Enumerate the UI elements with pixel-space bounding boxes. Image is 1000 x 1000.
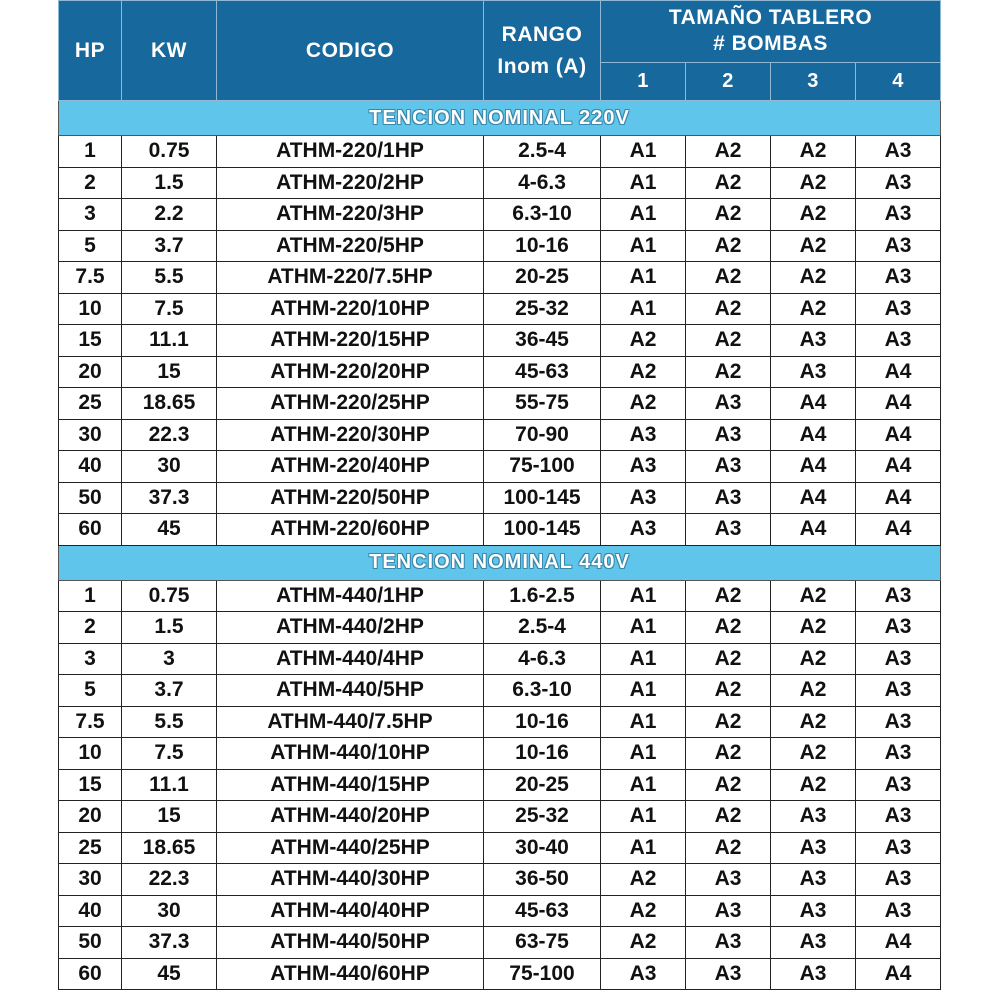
- kw-cell: 11.1: [122, 769, 217, 801]
- size-cell-1: A3: [601, 482, 686, 514]
- table-header: [59, 1, 941, 101]
- size-cell-2: A3: [686, 419, 771, 451]
- range-cell: 70-90: [484, 419, 601, 451]
- size-cell-1: A1: [601, 136, 686, 168]
- range-cell: 10-16: [484, 738, 601, 770]
- code-cell: ATHM-440/50HP: [217, 927, 484, 959]
- range-cell: 2.5-4: [484, 612, 601, 644]
- size-cell-1: A1: [601, 706, 686, 738]
- kw-cell: 1.5: [122, 167, 217, 199]
- size-cell-1: A1: [601, 801, 686, 833]
- size-cell-2: A3: [686, 958, 771, 990]
- size-cell-2: A2: [686, 199, 771, 231]
- size-cell-3: A2: [771, 612, 856, 644]
- size-cell-4: A3: [856, 864, 941, 896]
- code-cell: ATHM-220/3HP: [217, 199, 484, 231]
- size-cell-3: A2: [771, 675, 856, 707]
- size-cell-2: A2: [686, 738, 771, 770]
- header-tamano-line2: # BOMBAS: [713, 32, 828, 56]
- code-cell: ATHM-440/2HP: [217, 612, 484, 644]
- size-cell-4: A3: [856, 706, 941, 738]
- table-row: [59, 864, 941, 896]
- size-cell-4: A3: [856, 136, 941, 168]
- table-row: [59, 927, 941, 959]
- size-cell-3: A2: [771, 769, 856, 801]
- kw-cell: 7.5: [122, 738, 217, 770]
- section-title: TENCION NOMINAL 440V: [59, 545, 941, 580]
- size-cell-4: A3: [856, 580, 941, 612]
- table-row: [59, 419, 941, 451]
- kw-cell: 18.65: [122, 388, 217, 420]
- size-cell-1: A1: [601, 769, 686, 801]
- size-cell-1: A2: [601, 927, 686, 959]
- header-codigo: CODIGO: [217, 1, 484, 101]
- table-row: [59, 451, 941, 483]
- code-cell: ATHM-440/25HP: [217, 832, 484, 864]
- table-row: [59, 199, 941, 231]
- range-cell: 100-145: [484, 514, 601, 546]
- hp-cell: 1: [59, 136, 122, 168]
- size-cell-3: A2: [771, 580, 856, 612]
- table-row: [59, 230, 941, 262]
- header-bombas-4: 4: [856, 62, 941, 100]
- spec-table: [58, 0, 941, 990]
- size-cell-4: A4: [856, 451, 941, 483]
- size-cell-2: A2: [686, 356, 771, 388]
- kw-cell: 1.5: [122, 612, 217, 644]
- size-cell-3: A2: [771, 136, 856, 168]
- hp-cell: 2: [59, 612, 122, 644]
- hp-cell: 5: [59, 230, 122, 262]
- size-cell-4: A4: [856, 482, 941, 514]
- table-row: [59, 895, 941, 927]
- hp-cell: 7.5: [59, 262, 122, 294]
- size-cell-3: A4: [771, 419, 856, 451]
- size-cell-4: A4: [856, 514, 941, 546]
- code-cell: ATHM-220/50HP: [217, 482, 484, 514]
- size-cell-4: A3: [856, 230, 941, 262]
- table-row: [59, 482, 941, 514]
- kw-cell: 22.3: [122, 864, 217, 896]
- size-cell-3: A4: [771, 482, 856, 514]
- hp-cell: 1: [59, 580, 122, 612]
- table-row: [59, 325, 941, 357]
- kw-cell: 0.75: [122, 580, 217, 612]
- size-cell-2: A2: [686, 675, 771, 707]
- hp-cell: 40: [59, 895, 122, 927]
- size-cell-2: A2: [686, 801, 771, 833]
- header-bombas-1: 1: [601, 62, 686, 100]
- range-cell: 6.3-10: [484, 199, 601, 231]
- code-cell: ATHM-220/2HP: [217, 167, 484, 199]
- table-row: [59, 293, 941, 325]
- size-cell-1: A2: [601, 864, 686, 896]
- header-hp: HP: [59, 1, 122, 101]
- size-cell-4: A3: [856, 769, 941, 801]
- size-cell-2: A2: [686, 706, 771, 738]
- table-row: [59, 738, 941, 770]
- section-header-row: [59, 101, 941, 136]
- size-cell-3: A2: [771, 230, 856, 262]
- table-row: [59, 514, 941, 546]
- range-cell: 63-75: [484, 927, 601, 959]
- kw-cell: 15: [122, 356, 217, 388]
- range-cell: 100-145: [484, 482, 601, 514]
- size-cell-3: A4: [771, 514, 856, 546]
- code-cell: ATHM-440/15HP: [217, 769, 484, 801]
- size-cell-1: A1: [601, 199, 686, 231]
- size-cell-2: A2: [686, 580, 771, 612]
- size-cell-1: A3: [601, 958, 686, 990]
- size-cell-4: A3: [856, 199, 941, 231]
- hp-cell: 20: [59, 356, 122, 388]
- table-row: [59, 769, 941, 801]
- size-cell-3: A3: [771, 895, 856, 927]
- size-cell-1: A3: [601, 419, 686, 451]
- size-cell-4: A3: [856, 738, 941, 770]
- size-cell-4: A3: [856, 262, 941, 294]
- table-row: [59, 167, 941, 199]
- hp-cell: 2: [59, 167, 122, 199]
- table-row: [59, 801, 941, 833]
- size-cell-2: A3: [686, 927, 771, 959]
- size-cell-3: A2: [771, 167, 856, 199]
- code-cell: ATHM-220/25HP: [217, 388, 484, 420]
- kw-cell: 45: [122, 514, 217, 546]
- size-cell-3: A2: [771, 706, 856, 738]
- size-cell-4: A4: [856, 388, 941, 420]
- hp-cell: 30: [59, 864, 122, 896]
- table-body: [59, 101, 941, 990]
- size-cell-2: A3: [686, 864, 771, 896]
- size-cell-3: A4: [771, 388, 856, 420]
- size-cell-4: A3: [856, 167, 941, 199]
- size-cell-2: A3: [686, 895, 771, 927]
- table-row: [59, 262, 941, 294]
- size-cell-3: A2: [771, 199, 856, 231]
- size-cell-2: A2: [686, 832, 771, 864]
- hp-cell: 5: [59, 675, 122, 707]
- size-cell-1: A1: [601, 580, 686, 612]
- header-bombas-2: 2: [686, 62, 771, 100]
- size-cell-2: A2: [686, 325, 771, 357]
- kw-cell: 7.5: [122, 293, 217, 325]
- size-cell-2: A3: [686, 388, 771, 420]
- hp-cell: 10: [59, 293, 122, 325]
- code-cell: ATHM-220/10HP: [217, 293, 484, 325]
- code-cell: ATHM-440/30HP: [217, 864, 484, 896]
- size-cell-4: A4: [856, 356, 941, 388]
- hp-cell: 3: [59, 643, 122, 675]
- table-row: [59, 706, 941, 738]
- code-cell: ATHM-440/7.5HP: [217, 706, 484, 738]
- size-cell-2: A2: [686, 230, 771, 262]
- range-cell: 75-100: [484, 451, 601, 483]
- size-cell-4: A4: [856, 958, 941, 990]
- section-title: TENCION NOMINAL 220V: [59, 101, 941, 136]
- kw-cell: 30: [122, 451, 217, 483]
- table-row: [59, 832, 941, 864]
- kw-cell: 3: [122, 643, 217, 675]
- code-cell: ATHM-440/10HP: [217, 738, 484, 770]
- size-cell-3: A2: [771, 643, 856, 675]
- size-cell-4: A3: [856, 325, 941, 357]
- hp-cell: 60: [59, 958, 122, 990]
- header-rango-line1: RANGO: [501, 22, 583, 46]
- range-cell: 10-16: [484, 230, 601, 262]
- kw-cell: 45: [122, 958, 217, 990]
- size-cell-3: A3: [771, 325, 856, 357]
- size-cell-3: A3: [771, 801, 856, 833]
- code-cell: ATHM-220/15HP: [217, 325, 484, 357]
- range-cell: 10-16: [484, 706, 601, 738]
- range-cell: 20-25: [484, 262, 601, 294]
- size-cell-2: A3: [686, 514, 771, 546]
- range-cell: 75-100: [484, 958, 601, 990]
- kw-cell: 37.3: [122, 482, 217, 514]
- hp-cell: 7.5: [59, 706, 122, 738]
- size-cell-2: A2: [686, 136, 771, 168]
- hp-cell: 25: [59, 388, 122, 420]
- kw-cell: 15: [122, 801, 217, 833]
- size-cell-1: A2: [601, 388, 686, 420]
- range-cell: 25-32: [484, 801, 601, 833]
- size-cell-1: A2: [601, 356, 686, 388]
- kw-cell: 3.7: [122, 675, 217, 707]
- kw-cell: 11.1: [122, 325, 217, 357]
- hp-cell: 25: [59, 832, 122, 864]
- size-cell-2: A2: [686, 769, 771, 801]
- range-cell: 45-63: [484, 895, 601, 927]
- kw-cell: 2.2: [122, 199, 217, 231]
- code-cell: ATHM-440/60HP: [217, 958, 484, 990]
- range-cell: 6.3-10: [484, 675, 601, 707]
- section-header-row: [59, 545, 941, 580]
- kw-cell: 0.75: [122, 136, 217, 168]
- code-cell: ATHM-220/20HP: [217, 356, 484, 388]
- hp-cell: 10: [59, 738, 122, 770]
- hp-cell: 15: [59, 325, 122, 357]
- size-cell-4: A3: [856, 675, 941, 707]
- hp-cell: 60: [59, 514, 122, 546]
- size-cell-3: A3: [771, 356, 856, 388]
- kw-cell: 3.7: [122, 230, 217, 262]
- hp-cell: 30: [59, 419, 122, 451]
- header-rango: [484, 1, 601, 101]
- code-cell: ATHM-440/20HP: [217, 801, 484, 833]
- size-cell-1: A1: [601, 293, 686, 325]
- range-cell: 1.6-2.5: [484, 580, 601, 612]
- table-row: [59, 675, 941, 707]
- table-row: [59, 958, 941, 990]
- size-cell-1: A2: [601, 895, 686, 927]
- range-cell: 2.5-4: [484, 136, 601, 168]
- range-cell: 25-32: [484, 293, 601, 325]
- size-cell-3: A2: [771, 262, 856, 294]
- hp-cell: 40: [59, 451, 122, 483]
- size-cell-2: A2: [686, 643, 771, 675]
- size-cell-3: A3: [771, 832, 856, 864]
- size-cell-1: A1: [601, 832, 686, 864]
- size-cell-4: A3: [856, 643, 941, 675]
- size-cell-1: A1: [601, 262, 686, 294]
- size-cell-1: A1: [601, 738, 686, 770]
- size-cell-4: A3: [856, 895, 941, 927]
- hp-cell: 3: [59, 199, 122, 231]
- code-cell: ATHM-440/5HP: [217, 675, 484, 707]
- size-cell-4: A3: [856, 832, 941, 864]
- size-cell-2: A2: [686, 293, 771, 325]
- table-row: [59, 643, 941, 675]
- header-kw: KW: [122, 1, 217, 101]
- size-cell-1: A3: [601, 514, 686, 546]
- size-cell-1: A3: [601, 451, 686, 483]
- range-cell: 45-63: [484, 356, 601, 388]
- code-cell: ATHM-220/30HP: [217, 419, 484, 451]
- table-row: [59, 612, 941, 644]
- size-cell-2: A3: [686, 482, 771, 514]
- size-cell-3: A3: [771, 864, 856, 896]
- code-cell: ATHM-220/60HP: [217, 514, 484, 546]
- kw-cell: 18.65: [122, 832, 217, 864]
- size-cell-3: A4: [771, 451, 856, 483]
- code-cell: ATHM-220/40HP: [217, 451, 484, 483]
- table-row: [59, 136, 941, 168]
- size-cell-2: A2: [686, 612, 771, 644]
- size-cell-2: A2: [686, 262, 771, 294]
- size-cell-2: A2: [686, 167, 771, 199]
- size-cell-3: A2: [771, 293, 856, 325]
- range-cell: 4-6.3: [484, 643, 601, 675]
- kw-cell: 30: [122, 895, 217, 927]
- hp-cell: 20: [59, 801, 122, 833]
- size-cell-1: A1: [601, 675, 686, 707]
- code-cell: ATHM-220/5HP: [217, 230, 484, 262]
- size-cell-1: A1: [601, 612, 686, 644]
- size-cell-1: A1: [601, 230, 686, 262]
- header-bombas-3: 3: [771, 62, 856, 100]
- size-cell-3: A3: [771, 927, 856, 959]
- kw-cell: 37.3: [122, 927, 217, 959]
- range-cell: 30-40: [484, 832, 601, 864]
- size-cell-3: A3: [771, 958, 856, 990]
- size-cell-1: A1: [601, 167, 686, 199]
- size-cell-2: A3: [686, 451, 771, 483]
- header-tamano: [601, 1, 941, 63]
- range-cell: 55-75: [484, 388, 601, 420]
- table-row: [59, 580, 941, 612]
- range-cell: 36-50: [484, 864, 601, 896]
- range-cell: 36-45: [484, 325, 601, 357]
- table-row: [59, 388, 941, 420]
- size-cell-4: A3: [856, 293, 941, 325]
- code-cell: ATHM-440/40HP: [217, 895, 484, 927]
- size-cell-1: A2: [601, 325, 686, 357]
- range-cell: 20-25: [484, 769, 601, 801]
- kw-cell: 22.3: [122, 419, 217, 451]
- hp-cell: 15: [59, 769, 122, 801]
- range-cell: 4-6.3: [484, 167, 601, 199]
- kw-cell: 5.5: [122, 706, 217, 738]
- code-cell: ATHM-220/1HP: [217, 136, 484, 168]
- code-cell: ATHM-220/7.5HP: [217, 262, 484, 294]
- size-cell-3: A2: [771, 738, 856, 770]
- table-row: [59, 356, 941, 388]
- size-cell-1: A1: [601, 643, 686, 675]
- size-cell-4: A4: [856, 419, 941, 451]
- code-cell: ATHM-440/1HP: [217, 580, 484, 612]
- size-cell-4: A3: [856, 612, 941, 644]
- header-tamano-line1: TAMAÑO TABLERO: [668, 6, 873, 30]
- code-cell: ATHM-440/4HP: [217, 643, 484, 675]
- kw-cell: 5.5: [122, 262, 217, 294]
- size-cell-4: A4: [856, 927, 941, 959]
- size-cell-4: A3: [856, 801, 941, 833]
- hp-cell: 50: [59, 927, 122, 959]
- hp-cell: 50: [59, 482, 122, 514]
- header-rango-line2: Inom (A): [497, 54, 587, 78]
